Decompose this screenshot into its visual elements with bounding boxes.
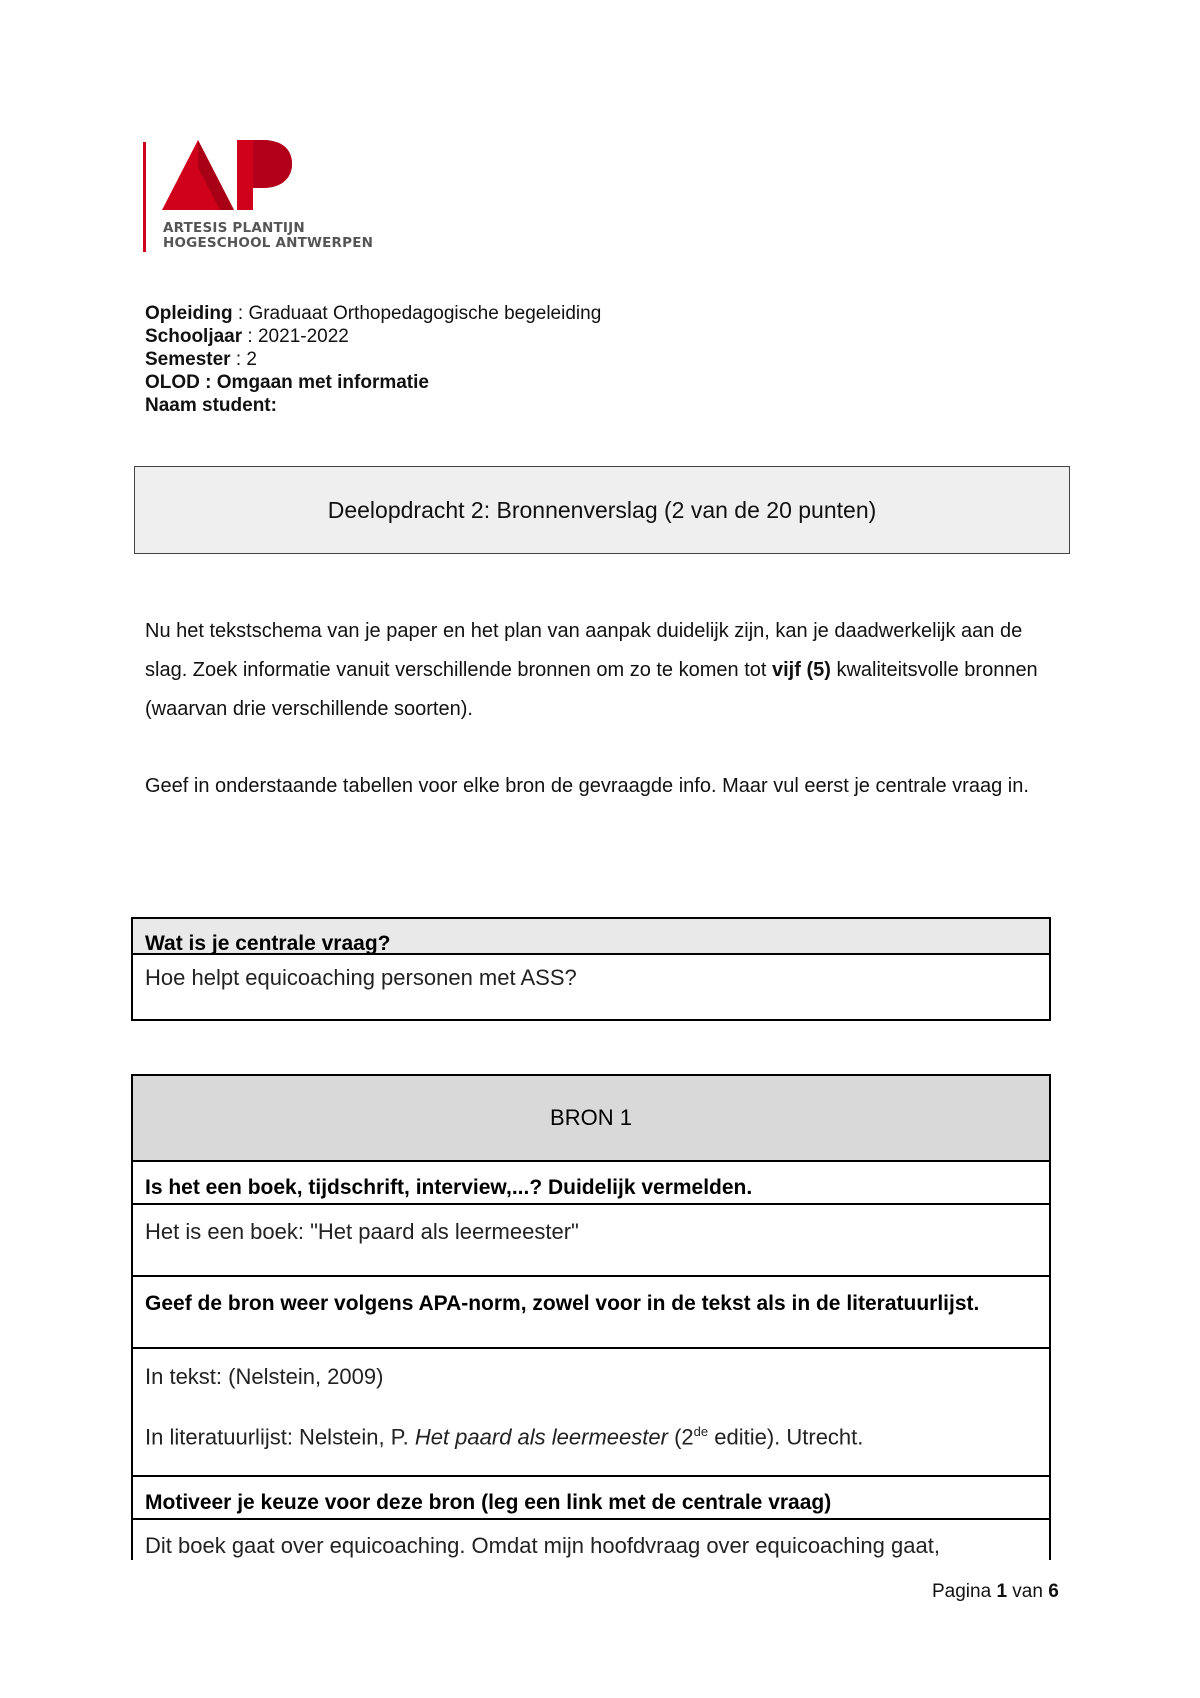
footer-total-pages: 6 — [1048, 1581, 1059, 1602]
meta-olod — [145, 371, 601, 394]
apa-reference — [145, 1418, 1037, 1451]
intro-text — [145, 612, 1065, 844]
semester-label: Semester — [145, 349, 231, 370]
source-table-1 — [131, 1074, 1051, 1560]
central-question-answer[interactable]: Hoe helpt equicoaching personen met ASS? — [145, 965, 577, 990]
olod-text: OLOD : Omgaan met informatie — [145, 372, 429, 393]
central-question-table — [131, 917, 1051, 1021]
answer-motivation[interactable]: Dit boek gaat over equicoaching. Omdat mijn hoofdvraag over equicoaching gaat, — [145, 1533, 940, 1558]
apa-ref-sup: de — [693, 1424, 709, 1439]
apa-ref-title: Het paard als leermeester — [414, 1424, 668, 1450]
assignment-title: Deelopdracht 2: Bronnenverslag (2 van de 20 punten) — [327, 496, 877, 523]
answer-apa[interactable] — [133, 1349, 1049, 1477]
meta-opleiding — [145, 302, 601, 325]
opleiding-label: Opleiding — [145, 303, 233, 324]
semester-value: : 2 — [230, 349, 257, 370]
naam-student-label: Naam student: — [145, 395, 277, 416]
source-title-text: BRON 1 — [550, 1105, 632, 1130]
footer-van: van — [1007, 1581, 1049, 1602]
logo-line-2: HOGESCHOOL ANTWERPEN — [163, 235, 374, 251]
intro-paragraph-2: Geef in onderstaande tabellen voor elke bron de gevraagde info. Maar vul eerst je centrale vraag in. — [145, 775, 1029, 797]
page-footer — [932, 1581, 1059, 1603]
footer-current-page: 1 — [996, 1581, 1008, 1602]
logo-subtitle — [163, 221, 373, 251]
central-question-header: Wat is je centrale vraag? — [133, 919, 1049, 955]
question-motivation: Motiveer je keuze voor deze bron (leg een link met de centrale vraag) — [133, 1477, 1049, 1520]
meta-semester — [145, 348, 601, 371]
source-title — [133, 1076, 1049, 1162]
assignment-title-box — [134, 466, 1070, 554]
logo-line-1: ARTESIS PLANTIJN — [163, 220, 305, 236]
footer-pagina: Pagina — [932, 1581, 997, 1602]
meta-schooljaar — [145, 325, 601, 348]
question-apa: Geef de bron weer volgens APA-norm, zowel voor in de tekst als in de literatuurlijst. — [133, 1277, 1049, 1349]
apa-ref-start: In literatuurlijst: Nelstein, P. — [145, 1424, 415, 1450]
answer-source-type[interactable]: Het is een boek: "Het paard als leermeester" — [133, 1205, 1049, 1277]
apa-ref-paren: (2 — [667, 1424, 694, 1450]
question-source-type: Is het een boek, tijdschrift, interview,...? Duidelijk vermelden. — [133, 1162, 1049, 1205]
intro-p1-start: Nu het tekstschema van je paper en het plan van aanpak duidelijk zijn, kan je daadwerkelijk aan de slag. Zoek informatie vanuit verschillende bronnen om zo te komen tot — [145, 620, 1023, 681]
meta-naam — [145, 394, 601, 417]
apa-in-text: In tekst: (Nelstein, 2009) — [145, 1364, 384, 1389]
schooljaar-label: Schooljaar — [145, 326, 243, 347]
apa-ref-end: editie). Utrecht. — [708, 1424, 864, 1450]
opleiding-value: : Graduaat Orthopedagogische begeleiding — [232, 303, 602, 324]
schooljaar-value: : 2021-2022 — [242, 326, 349, 347]
ap-logo — [162, 140, 292, 214]
intro-p1-end: kwaliteitsvolle bronnen (waarvan drie verschillende soorten). — [145, 659, 1038, 720]
intro-p1-bold: vijf (5) — [772, 659, 831, 681]
intro-paragraph-1 — [145, 612, 1065, 729]
logo-bar — [143, 142, 146, 252]
course-meta — [145, 302, 601, 417]
